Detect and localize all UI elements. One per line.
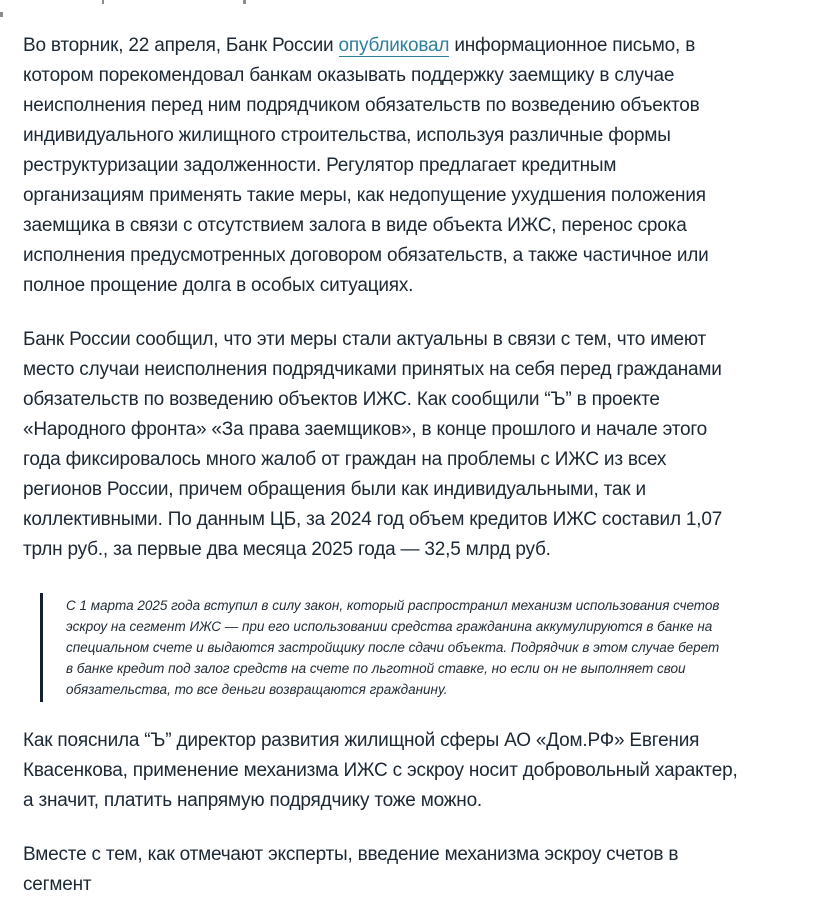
- article-paragraph-2: Банк России сообщил, что эти меры стали актуальны в связи с тем, что имеют место случаи неисполнения подрядчиками принятых на себя перед гражданами обязательств по возведению объектов ИЖС. Как сообщили “Ъ” в проекте «Народного фронта» «За права заемщиков», в конце прошлого и начале этого года фиксировалось много жалоб от граждан на проблемы с ИЖС из всех регионов России, причем обращения были как индивидуальными, так и коллективными. По данным ЦБ, за 2024 год объем кредитов ИЖС составил 1,07 трлн руб., за первые два месяца 2025 года — 32,5 млрд руб.: [23, 329, 723, 560]
- published-letter-link[interactable]: опубликовал: [338, 35, 450, 56]
- article-paragraph-4-clipped: Вместе с тем, как отмечают эксперты, введение механизма эскроу счетов в сегмент: [23, 844, 679, 895]
- article-paragraph-1: [23, 31, 740, 301]
- clipped-text-remnant: [0, 12, 3, 17]
- article-paragraph-3: Как пояснила “Ъ” директор развития жилищной сферы АО «Дом.РФ» Евгения Квасенкова, применение механизма ИЖС с эскроу носит добровольный характер, а значит, платить напрямую подрядчику тоже можно.: [23, 730, 738, 811]
- paragraph-text: информационное письмо, в котором порекомендовал банкам оказывать поддержку заемщику в случае неисполнения перед ним подрядчиком обязательств по возведению объектов индивидуального жилищного строительства, используя различные формы реструктуризации задолженности. Регулятор предлагает кредитным организациям применять такие меры, как недопущение ухудшения положения заемщика в связи с отсутствием залога в виде объекта ИЖС, перенос срока исполнения предусмотренных договором обязательств, а также частичное или полное прощение долга в особых ситуациях.: [23, 35, 709, 296]
- article-body: [23, 0, 740, 900]
- paragraph-text: Во вторник, 22 апреля, Банк России: [23, 35, 339, 56]
- article-blockquote: С 1 марта 2025 года вступил в силу закон, который распространил механизм использования счетов эскроу на сегмент ИЖС — при его использовании средства гражданина аккумулируются в банке на специальном счете и выдаются застройщику после сдачи объекта. Подрядчик в этом случае берет в банке кредит под залог средств на счете по льготной ставке, но если он не выполняет свои обязательства, то все деньги возвращаются гражданину.: [40, 593, 726, 702]
